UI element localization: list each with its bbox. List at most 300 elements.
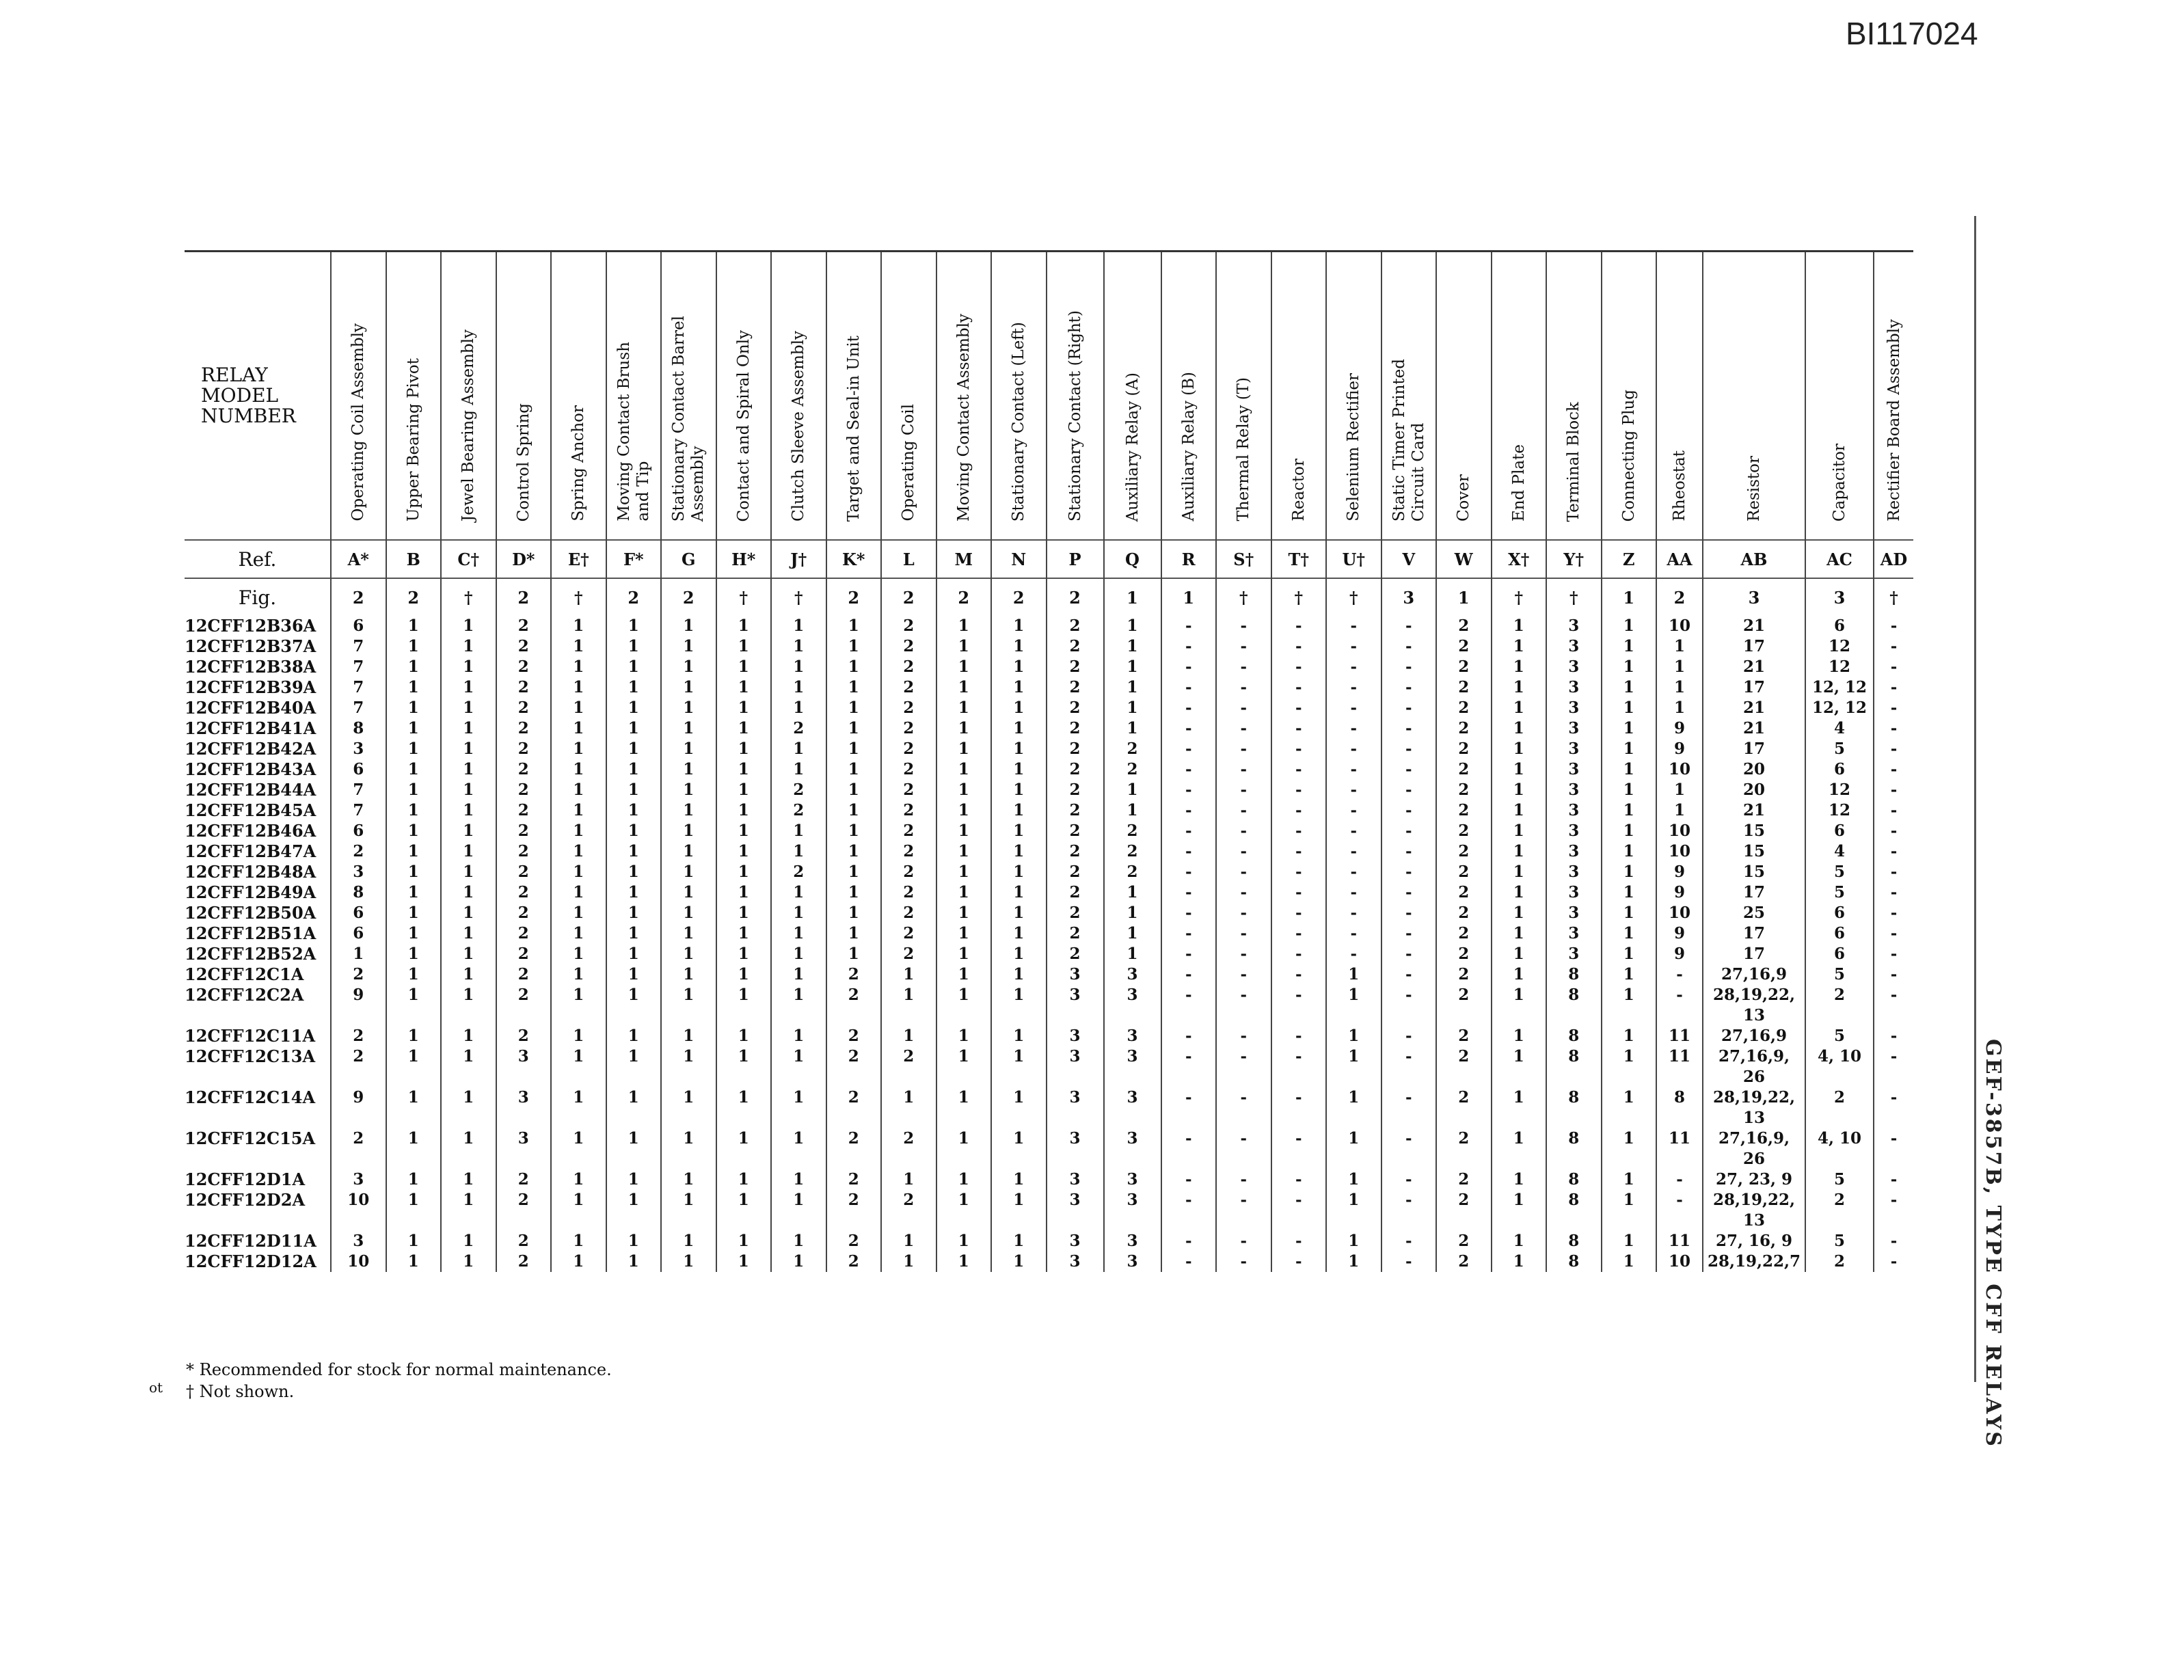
table-cell: - — [1874, 821, 1913, 841]
table-cell: 8 — [1546, 985, 1602, 1026]
table-cell: 2 — [331, 841, 386, 862]
table-cell: 2 — [331, 1026, 386, 1046]
table-cell: - — [1326, 616, 1381, 636]
table-cell: 1 — [661, 1190, 716, 1231]
table-cell: 1 — [661, 923, 716, 944]
table-cell: 2 — [826, 1251, 882, 1272]
table-cell: - — [1161, 780, 1217, 800]
table-cell: 1 — [661, 657, 716, 677]
table-cell: 1 — [1492, 677, 1547, 698]
table-cell: 1 — [386, 698, 442, 718]
table-cell: 1 — [551, 616, 606, 636]
table-cell: 1 — [441, 780, 496, 800]
table-cell: 1 — [606, 923, 662, 944]
table-cell: 1 — [331, 944, 386, 964]
table-cell: 1 — [1492, 821, 1547, 841]
column-header-label: Contact and Spiral Only — [734, 329, 753, 521]
table-cell: - — [1216, 677, 1271, 698]
table-cell: - — [1161, 821, 1217, 841]
table-cell: 25 — [1703, 903, 1805, 923]
table-cell: 7 — [331, 657, 386, 677]
table-cell: - — [1874, 759, 1913, 780]
table-cell: 27, 23, 9 — [1703, 1169, 1805, 1190]
table-cell: - — [1656, 985, 1703, 1026]
table-cell: 2 — [1436, 800, 1492, 821]
column-header-label: Stationary Contact Barrel Assembly — [670, 315, 707, 521]
table-cell: 2 — [881, 800, 936, 821]
table-cell: 1 — [386, 964, 442, 985]
table-cell: 3 — [1546, 800, 1602, 821]
ref-cell: F* — [606, 540, 662, 578]
table-cell: 2 — [881, 616, 936, 636]
table-cell: 1 — [606, 1190, 662, 1231]
table-cell: 2 — [881, 698, 936, 718]
table-cell: 2 — [1436, 841, 1492, 862]
table-cell: 1 — [551, 923, 606, 944]
table-cell: 10 — [1656, 1251, 1703, 1272]
table-cell: 1 — [991, 985, 1047, 1026]
table-cell: 1 — [1326, 1026, 1381, 1046]
table-row — [185, 985, 1913, 1026]
table-cell: 2 — [826, 964, 882, 985]
column-header — [1381, 252, 1437, 541]
table-cell: 2 — [1047, 698, 1104, 718]
table-cell: 1 — [386, 1190, 442, 1231]
table-cell: 1 — [606, 698, 662, 718]
table-cell: 1 — [771, 1026, 826, 1046]
column-header — [1216, 252, 1271, 541]
table-cell: 1 — [1602, 1169, 1657, 1190]
table-row — [185, 739, 1913, 759]
table-cell: 1 — [1492, 882, 1547, 903]
table-cell: 1 — [936, 985, 992, 1026]
table-cell: 1 — [826, 698, 882, 718]
table-cell: 1 — [606, 985, 662, 1026]
table-cell: 2 — [1104, 759, 1161, 780]
table-cell: 2 — [771, 780, 826, 800]
table-cell: 1 — [551, 821, 606, 841]
table-cell: - — [1381, 964, 1437, 985]
table-cell: 3 — [1546, 841, 1602, 862]
table-cell: 1 — [1492, 903, 1547, 923]
ref-cell: D* — [496, 540, 552, 578]
table-cell: 10 — [1656, 759, 1703, 780]
table-cell: 1 — [936, 800, 992, 821]
table-cell: 1 — [551, 903, 606, 923]
table-cell: 1 — [991, 944, 1047, 964]
table-cell: - — [1216, 1087, 1271, 1128]
table-cell: - — [1216, 780, 1271, 800]
table-cell: 1 — [441, 739, 496, 759]
table-cell: 1 — [386, 759, 442, 780]
table-cell: 7 — [331, 636, 386, 657]
table-cell: 4 — [1805, 718, 1874, 739]
table-cell: 3 — [331, 1231, 386, 1251]
table-cell: 1 — [936, 698, 992, 718]
model-number-cell: 12CFF12C1A — [185, 964, 304, 984]
column-header-label: Jewel Bearing Assembly — [459, 329, 478, 521]
table-cell: 1 — [716, 636, 772, 657]
table-cell: - — [1271, 821, 1327, 841]
table-cell: 3 — [1047, 1046, 1104, 1087]
table-cell: - — [1216, 1026, 1271, 1046]
column-header-label: Clutch Sleeve Assembly — [790, 331, 808, 521]
table-cell: - — [1216, 616, 1271, 636]
table-cell: 1 — [661, 780, 716, 800]
fig-cell: 1 — [1602, 578, 1657, 616]
table-cell: 1 — [1602, 882, 1657, 903]
table-cell: 3 — [1047, 1169, 1104, 1190]
table-cell: 2 — [881, 636, 936, 657]
table-cell: 6 — [331, 903, 386, 923]
table-cell: - — [1381, 1046, 1437, 1087]
table-cell: - — [1326, 944, 1381, 964]
table-cell: - — [1161, 985, 1217, 1026]
model-number-cell: 12CFF12B38A — [185, 657, 316, 677]
table-cell: 1 — [661, 882, 716, 903]
table-cell: 1 — [551, 780, 606, 800]
table-cell: 5 — [1805, 964, 1874, 985]
table-cell: 1 — [1492, 759, 1547, 780]
table-cell: 1 — [716, 616, 772, 636]
table-cell: 1 — [386, 1026, 442, 1046]
table-cell: - — [1874, 1026, 1913, 1046]
table-cell: 2 — [1047, 718, 1104, 739]
table-cell: 2 — [496, 698, 552, 718]
table-cell: 2 — [496, 821, 552, 841]
table-cell: 2 — [881, 677, 936, 698]
table-cell: 1 — [1492, 718, 1547, 739]
table-cell: 1 — [991, 780, 1047, 800]
table-cell: 1 — [441, 1231, 496, 1251]
table-cell: 1 — [551, 800, 606, 821]
table-cell: 21 — [1703, 616, 1805, 636]
ref-cell: S† — [1216, 540, 1271, 578]
table-cell: 1 — [881, 1251, 936, 1272]
table-cell: - — [1216, 800, 1271, 821]
table-cell: 2 — [1436, 985, 1492, 1026]
table-cell: 1 — [386, 780, 442, 800]
table-cell: 2 — [1104, 862, 1161, 882]
table-cell: 1 — [716, 1231, 772, 1251]
table-cell: 1 — [991, 1128, 1047, 1169]
table-cell: - — [1161, 636, 1217, 657]
table-cell: 9 — [331, 1087, 386, 1128]
table-cell: 3 — [1546, 759, 1602, 780]
fig-cell: † — [441, 578, 496, 616]
table-cell: 2 — [1436, 1169, 1492, 1190]
table-cell: 1 — [936, 923, 992, 944]
table-cell: 1 — [1602, 903, 1657, 923]
table-cell: 1 — [936, 1087, 992, 1128]
table-cell: 2 — [1047, 862, 1104, 882]
table-cell: - — [1271, 923, 1327, 944]
table-cell: 1 — [771, 964, 826, 985]
table-cell: 2 — [1104, 841, 1161, 862]
table-cell: 1 — [991, 841, 1047, 862]
table-cell: 1 — [1492, 1251, 1547, 1272]
column-header-label: Stationary Contact (Left) — [1010, 321, 1028, 521]
column-header-label: Rheostat — [1671, 450, 1688, 521]
table-row — [185, 1046, 1913, 1087]
table-cell: 1 — [661, 821, 716, 841]
table-cell: - — [1161, 964, 1217, 985]
table-row — [185, 759, 1913, 780]
table-cell: - — [1216, 1046, 1271, 1087]
table-cell: 3 — [1047, 1087, 1104, 1128]
table-cell: 1 — [441, 1087, 496, 1128]
table-cell: 1 — [1104, 698, 1161, 718]
table-row — [185, 841, 1913, 862]
table-cell: 2 — [1436, 1026, 1492, 1046]
table-cell: 2 — [1436, 1251, 1492, 1272]
table-cell: 2 — [881, 841, 936, 862]
table-cell: 1 — [551, 1046, 606, 1087]
table-cell: 1 — [1602, 1128, 1657, 1169]
table-cell: 7 — [331, 780, 386, 800]
table-cell: 3 — [1546, 944, 1602, 964]
table-cell: - — [1326, 923, 1381, 944]
column-header — [441, 252, 496, 541]
fig-cell: † — [551, 578, 606, 616]
table-cell: 1 — [441, 1026, 496, 1046]
table-cell: 1 — [771, 698, 826, 718]
table-cell: 2 — [1047, 616, 1104, 636]
table-cell: 1 — [1602, 1046, 1657, 1087]
column-header-label: Resistor — [1745, 456, 1763, 521]
table-cell: - — [1161, 1251, 1217, 1272]
column-header — [331, 252, 386, 541]
table-cell: 3 — [1546, 862, 1602, 882]
table-cell: 3 — [1546, 616, 1602, 636]
table-cell: 2 — [826, 1190, 882, 1231]
table-cell: - — [1656, 1169, 1703, 1190]
table-cell: 1 — [441, 821, 496, 841]
model-number-cell: 12CFF12B39A — [185, 677, 316, 697]
table-cell: 9 — [1656, 862, 1703, 882]
table-cell: 8 — [1546, 1046, 1602, 1087]
table-cell: 1 — [661, 964, 716, 985]
table-cell: 1 — [661, 1231, 716, 1251]
table-cell: 2 — [1805, 1087, 1874, 1128]
table-cell: 1 — [386, 985, 442, 1026]
column-header-label: Capacitor — [1831, 443, 1848, 521]
table-cell: 3 — [1104, 985, 1161, 1026]
table-row — [185, 698, 1913, 718]
table-cell: 2 — [1047, 759, 1104, 780]
table-cell: 1 — [771, 923, 826, 944]
table-cell: - — [1874, 944, 1913, 964]
table-cell: 9 — [1656, 739, 1703, 759]
table-cell: 1 — [716, 1087, 772, 1128]
table-cell: 2 — [826, 1231, 882, 1251]
table-cell: 1 — [661, 903, 716, 923]
table-cell: 3 — [1104, 1026, 1161, 1046]
table-cell: 1 — [606, 657, 662, 677]
table-cell: 2 — [1436, 657, 1492, 677]
table-cell: 1 — [991, 636, 1047, 657]
table-cell: 2 — [1047, 903, 1104, 923]
table-cell: 1 — [606, 1087, 662, 1128]
table-cell: 3 — [1047, 964, 1104, 985]
table-cell: - — [1326, 821, 1381, 841]
table-cell: 2 — [496, 759, 552, 780]
table-cell: - — [1161, 800, 1217, 821]
table-cell: 1 — [441, 1190, 496, 1231]
table-cell: 2 — [1436, 698, 1492, 718]
table-cell: 1 — [1602, 985, 1657, 1026]
table-cell: 1 — [606, 800, 662, 821]
table-cell: 28,19,22, 13 — [1703, 985, 1805, 1026]
table-cell: 2 — [1436, 1128, 1492, 1169]
table-cell: - — [1381, 1169, 1437, 1190]
table-cell: 2 — [881, 759, 936, 780]
table-cell: 2 — [881, 739, 936, 759]
column-header-label: Target and Seal-in Unit — [844, 335, 863, 521]
model-number-cell: 12CFF12C15A — [185, 1128, 316, 1148]
table-cell: - — [1216, 718, 1271, 739]
column-header — [386, 252, 442, 541]
table-cell: 21 — [1703, 657, 1805, 677]
table-cell: 1 — [936, 616, 992, 636]
table-cell: 6 — [1805, 821, 1874, 841]
table-cell: 1 — [1492, 657, 1547, 677]
table-cell: 1 — [716, 780, 772, 800]
table-cell: 3 — [1104, 1128, 1161, 1169]
table-cell: 2 — [496, 841, 552, 862]
table-cell: 1 — [441, 677, 496, 698]
table-cell: 12 — [1805, 780, 1874, 800]
ref-cell: AC — [1805, 540, 1874, 578]
table-cell: 1 — [441, 1046, 496, 1087]
table-cell: - — [1381, 1087, 1437, 1128]
table-cell: 1 — [771, 657, 826, 677]
ref-cell: Q — [1104, 540, 1161, 578]
fig-cell: † — [716, 578, 772, 616]
table-cell: 1 — [1492, 739, 1547, 759]
table-cell: - — [1161, 1169, 1217, 1190]
table-cell: 1 — [991, 800, 1047, 821]
table-cell: 3 — [1104, 1087, 1161, 1128]
table-cell: 1 — [936, 657, 992, 677]
table-cell: 2 — [1104, 739, 1161, 759]
table-cell: 12, 12 — [1805, 677, 1874, 698]
table-cell: 2 — [881, 718, 936, 739]
table-cell: 1 — [936, 1128, 992, 1169]
column-header — [936, 252, 992, 541]
table-cell: - — [1161, 841, 1217, 862]
model-number-cell: 12CFF12D2A — [185, 1190, 306, 1210]
column-header — [1104, 252, 1161, 541]
table-cell: 2 — [1436, 616, 1492, 636]
table-cell: 3 — [1546, 780, 1602, 800]
table-cell: 2 — [881, 862, 936, 882]
model-number-cell: 12CFF12B42A — [185, 739, 316, 759]
fig-cell: 2 — [826, 578, 882, 616]
table-cell: 1 — [661, 1169, 716, 1190]
ref-cell: V — [1381, 540, 1437, 578]
fig-cell: † — [1271, 578, 1327, 616]
model-header-text: RELAY MODEL NUMBER — [201, 364, 296, 427]
table-cell: 1 — [991, 1087, 1047, 1128]
table-cell: 1 — [881, 1026, 936, 1046]
table-cell: 1 — [771, 677, 826, 698]
table-cell: 1 — [716, 903, 772, 923]
table-cell: 1 — [386, 1128, 442, 1169]
table-cell: - — [1326, 698, 1381, 718]
table-cell: 1 — [936, 1231, 992, 1251]
table-cell: 28,19,22, 13 — [1703, 1087, 1805, 1128]
table-cell: 5 — [1805, 862, 1874, 882]
table-cell: - — [1161, 923, 1217, 944]
column-header-label: Thermal Relay (T) — [1235, 377, 1253, 521]
table-cell: 1 — [936, 903, 992, 923]
table-cell: 2 — [771, 718, 826, 739]
table-cell: 2 — [1047, 882, 1104, 903]
table-cell: 1 — [1326, 964, 1381, 985]
table-cell: 1 — [551, 739, 606, 759]
table-cell: 1 — [991, 1169, 1047, 1190]
table-cell: - — [1271, 636, 1327, 657]
table-cell: - — [1161, 1128, 1217, 1169]
table-cell: 7 — [331, 800, 386, 821]
column-header-label: Auxiliary Relay (A) — [1123, 372, 1142, 521]
table-cell: 1 — [1492, 841, 1547, 862]
fig-cell: 2 — [881, 578, 936, 616]
fig-cell: 2 — [936, 578, 992, 616]
table-cell: 1 — [386, 821, 442, 841]
table-cell: - — [1874, 636, 1913, 657]
table-cell: 1 — [661, 1026, 716, 1046]
table-cell: 2 — [496, 800, 552, 821]
table-cell: 1 — [551, 718, 606, 739]
table-cell: 1 — [1326, 1128, 1381, 1169]
ref-cell: C† — [441, 540, 496, 578]
fig-label: Fig. — [185, 578, 331, 616]
table-cell: - — [1271, 985, 1327, 1026]
ref-cell: T† — [1271, 540, 1327, 578]
table-row — [185, 923, 1913, 944]
ref-cell: A* — [331, 540, 386, 578]
table-cell: 1 — [881, 985, 936, 1026]
table-cell: 1 — [441, 759, 496, 780]
table-cell: 1 — [936, 780, 992, 800]
ref-cell: H* — [716, 540, 772, 578]
table-cell: 1 — [1104, 944, 1161, 964]
table-cell: 1 — [1492, 616, 1547, 636]
table-cell: 17 — [1703, 739, 1805, 759]
table-cell: 2 — [496, 923, 552, 944]
model-number-cell: 12CFF12B36A — [185, 616, 316, 636]
table-cell: 1 — [551, 1128, 606, 1169]
table-cell: 3 — [1546, 636, 1602, 657]
table-cell: - — [1161, 944, 1217, 964]
table-cell: 2 — [826, 1087, 882, 1128]
table-cell: - — [1216, 1231, 1271, 1251]
table-cell: 1 — [771, 944, 826, 964]
table-cell: 1 — [826, 944, 882, 964]
table-cell: 1 — [771, 739, 826, 759]
table-cell: 1 — [936, 677, 992, 698]
table-cell: 3 — [1104, 1046, 1161, 1087]
table-cell: 3 — [1047, 1231, 1104, 1251]
table-cell: 9 — [1656, 882, 1703, 903]
table-cell: 1 — [1602, 821, 1657, 841]
table-cell: 1 — [386, 800, 442, 821]
table-cell: 1 — [771, 985, 826, 1026]
table-row — [185, 616, 1913, 636]
table-cell: 1 — [936, 636, 992, 657]
